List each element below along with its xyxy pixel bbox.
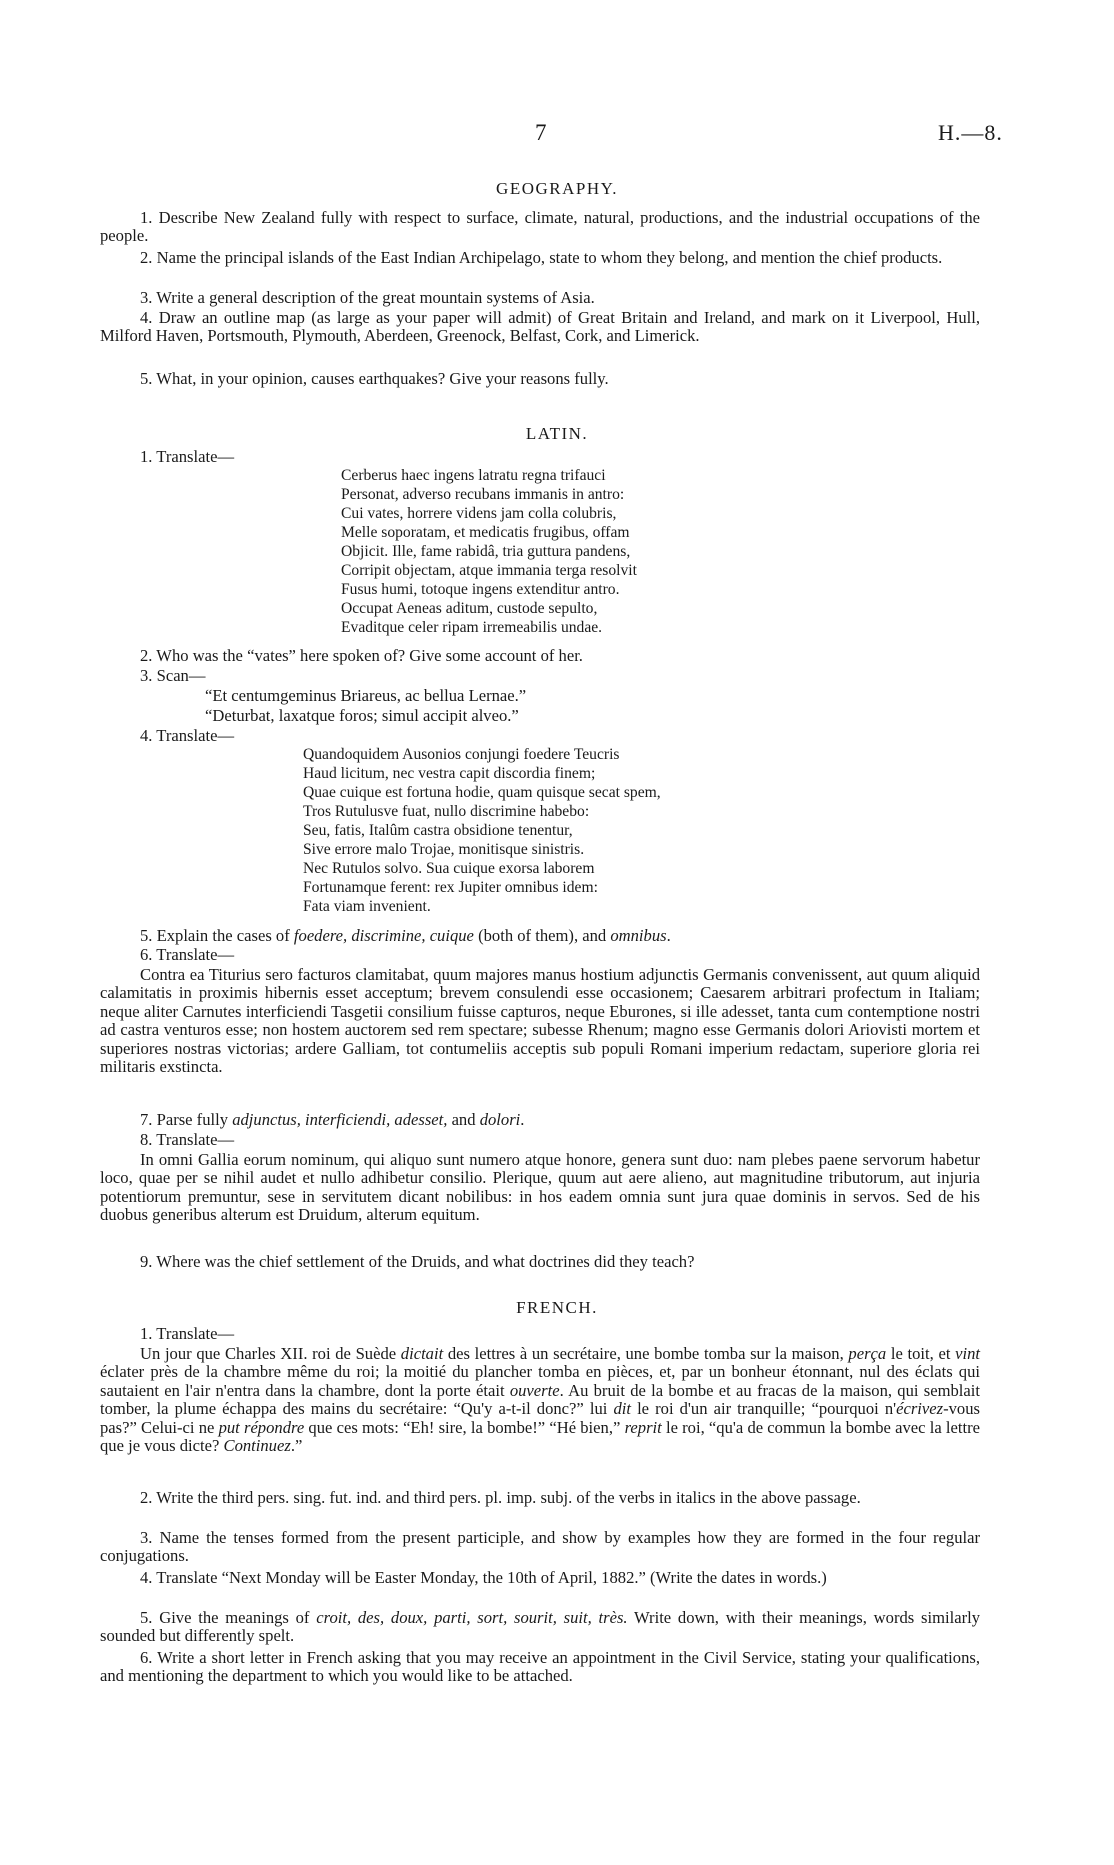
- geography-question-5: 5. What, in your opinion, causes earthquakes? Give your reasons fully.: [140, 369, 609, 388]
- geography-question-4: 4. Draw an outline map (as large as your paper will admit) of Great Britain and Ireland, and mark on it Liverpool, Hull, Milford Haven, Portsmouth, Plymouth, Aberdeen, Greenock, Belfast, Cork, and Limerick.: [100, 308, 980, 346]
- french-heading: FRENCH.: [516, 1298, 598, 1317]
- latin-question-3-label: 3. Scan—: [140, 666, 206, 685]
- latin-heading: LATIN.: [525, 424, 589, 443]
- latin-scan-line-1: “Et centumgeminus Briareus, ac bellua Lernae.”: [205, 686, 527, 705]
- french-question-3: 3. Name the tenses formed from the present participle, and show by examples how they are formed in the four regular conjugations.: [100, 1528, 980, 1566]
- latin-verse-passage-1: [341, 466, 637, 637]
- verse-line: Seu, fatis, Italûm castra obsidione tenentur,: [303, 822, 573, 839]
- verse-line: Cerberus haec ingens latratu regna trifauci: [341, 467, 606, 484]
- geography-heading: GEOGRAPHY.: [496, 179, 618, 198]
- latin-question-2: 2. Who was the “vates” here spoken of? Give some account of her.: [140, 646, 583, 665]
- latin-question-6-label: 6. Translate—: [140, 945, 235, 964]
- verse-line: Quae cuique est fortuna hodie, quam quisque secat spem,: [303, 784, 661, 801]
- latin-prose-passage-2: In omni Gallia eorum nominum, qui aliquo sunt numero atque honore, genera sunt duo: nam plebes paene servorum habetur loco, quae per se nihil audet et nullo adhibetur consilio. Plerique, quum aut aere alieno, aut magnitudine tributorum, aut injuria potentiorum premuntur, sese in servitutem dicant nobilibus: in hos eadem omnia sunt jura quae dominis in servos. Sed de his duobus generibus alterum est Druidum, alterum equitum.: [100, 1150, 980, 1225]
- verse-line: Fusus humi, totoque ingens extenditur antro.: [341, 581, 620, 598]
- document-reference: H.—8.: [938, 120, 1003, 145]
- geography-question-1: 1. Describe New Zealand fully with respect to surface, climate, natural, productions, and the industrial occupations of the people.: [100, 208, 980, 246]
- verse-line: Cui vates, horrere videns jam colla colubris,: [341, 505, 617, 522]
- latin-question-4-label: 4. Translate—: [140, 726, 235, 745]
- french-question-2: 2. Write the third pers. sing. fut. ind. and third pers. pl. imp. subj. of the verbs in italics in the above passage.: [140, 1488, 861, 1507]
- latin-prose-passage-1: Contra ea Titurius sero facturos clamitabat, quum majores manus hostium adjunctis Germanis convenissent, aut quum aliquid calamitatis in proximis hibernis esset acceptum; brevem consulendi esse occasionem; Caesarem arbitrari profectum in Italiam; neque aliter Carnutes interficiendi Tasgetii consilium fuisse capturos, neque Eburones, si ille adesset, tanta cum contemptione nostri ad castra venturos esse; non hostem auctorem sed rem spectare; subesse Rhenum; magno esse Germanis dolori Ariovisti mortem et superiores nostras victorias; ardere Galliam, tot contumeliis acceptis sub populi Romani imperium redactam, superiore gloria rei militaris exstincta.: [100, 965, 980, 1077]
- verse-line: Nec Rutulos solvo. Sua cuique exorsa laborem: [303, 860, 595, 877]
- french-question-5: 5. Give the meanings of croit, des, doux, parti, sort, sourit, suit, très. Write down, with their meanings, words similarly sounded but differently spelt.: [100, 1608, 981, 1646]
- french-question-4: 4. Translate “Next Monday will be Easter Monday, the 10th of April, 1882.” (Write the dates in words.): [140, 1568, 827, 1587]
- verse-line: Fortunamque ferent: rex Jupiter omnibus idem:: [303, 879, 598, 896]
- page-number: 7: [535, 120, 547, 145]
- geography-question-3: 3. Write a general description of the great mountain systems of Asia.: [140, 288, 595, 307]
- verse-line: Quandoquidem Ausonios conjungi foedere Teucris: [303, 746, 620, 763]
- latin-question-8-label: 8. Translate—: [140, 1130, 235, 1149]
- verse-line: Fata viam invenient.: [303, 898, 431, 915]
- verse-line: Evaditque celer ripam irremeabilis undae.: [341, 619, 603, 636]
- latin-question-1-label: 1. Translate—: [140, 447, 235, 466]
- latin-question-5: 5. Explain the cases of foedere, discrimine, cuique (both of them), and omnibus.: [140, 926, 671, 945]
- french-prose-passage: Un jour que Charles XII. roi de Suède dictait des lettres à un secrétaire, une bombe tomba sur la maison, perça le toit, et vint éclater près de la chambre même du roi; la moitié du plancher tomba en pièces, et, par un bonheur étonnant, nul des éclats qui sautaient en l'air n'entra dans la chambre, dont la porte était ouverte. Au bruit de la bombe et au fracas de la maison, qui semblait tomber, la plume échappa des mains du secrétaire: “Qu'y a-t-il donc?” lui dit le roi d'un air tranquille; “pourquoi n'écrivez-vous pas?” Celui-ci ne put répondre que ces mots: “Eh! sire, la bombe!” “Hé bien,” reprit le roi, “qu'a de commun la bombe avec la lettre que je vous dicte? Continuez.”: [100, 1344, 980, 1456]
- verse-line: Haud licitum, nec vestra capit discordia finem;: [303, 765, 596, 782]
- verse-line: Melle soporatam, et medicatis frugibus, offam: [341, 524, 630, 541]
- latin-question-7: 7. Parse fully adjunctus, interficiendi, adesset, and dolori.: [140, 1110, 525, 1129]
- verse-line: Tros Rutulusve fuat, nullo discrimine habebo:: [303, 803, 590, 820]
- latin-scan-line-2: “Deturbat, laxatque foros; simul accipit alveo.”: [205, 706, 519, 725]
- french-question-1-label: 1. Translate—: [140, 1324, 235, 1343]
- verse-line: Objicit. Ille, fame rabidâ, tria guttura pandens,: [341, 543, 631, 560]
- geography-question-2: 2. Name the principal islands of the East Indian Archipelago, state to whom they belong, and mention the chief products.: [140, 248, 943, 267]
- verse-line: Personat, adverso recubans immanis in antro:: [341, 486, 625, 503]
- french-question-6: 6. Write a short letter in French asking that you may receive an appointment in the Civil Service, stating your qualifications, and mentioning the department to which you would like to be attached.: [100, 1648, 980, 1686]
- latin-question-9: 9. Where was the chief settlement of the Druids, and what doctrines did they teach?: [140, 1252, 695, 1271]
- latin-verse-passage-2: [303, 745, 661, 916]
- verse-line: Occupat Aeneas aditum, custode sepulto,: [341, 600, 598, 617]
- verse-line: Corripit objectam, atque immania terga resolvit: [341, 562, 637, 579]
- verse-line: Sive errore malo Trojae, monitisque sinistris.: [303, 841, 585, 858]
